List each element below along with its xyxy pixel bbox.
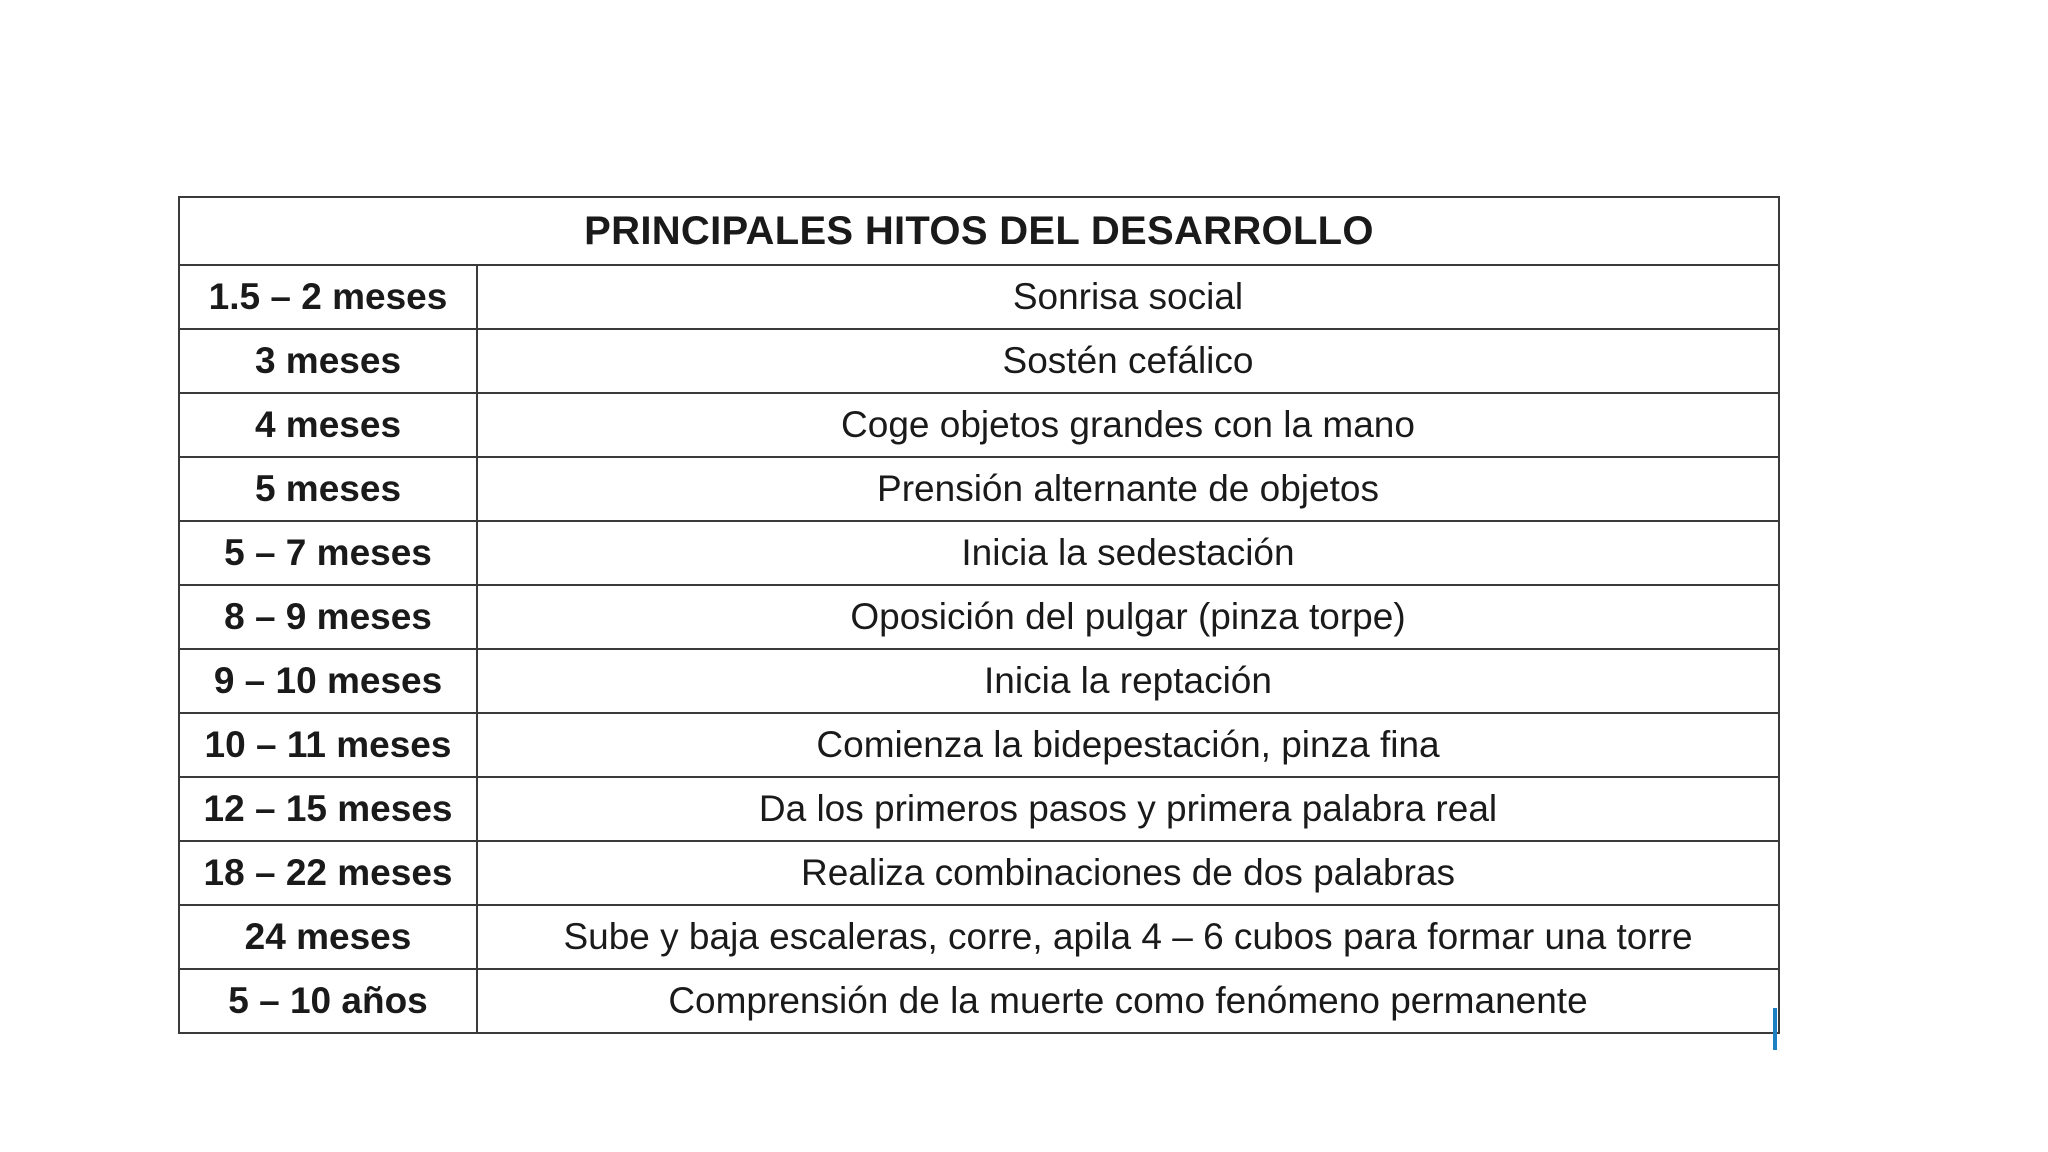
age-cell: 24 meses bbox=[179, 905, 477, 969]
age-cell: 18 – 22 meses bbox=[179, 841, 477, 905]
age-cell: 5 – 7 meses bbox=[179, 521, 477, 585]
table-row bbox=[179, 969, 1779, 1033]
milestone-cell: Da los primeros pasos y primera palabra real bbox=[477, 777, 1779, 841]
age-cell: 5 meses bbox=[179, 457, 477, 521]
milestone-cell: Sube y baja escaleras, corre, apila 4 – 6 cubos para formar una torre bbox=[477, 905, 1779, 969]
milestone-cell: Sostén cefálico bbox=[477, 329, 1779, 393]
milestone-cell: Comienza la bidepestación, pinza fina bbox=[477, 713, 1779, 777]
milestone-cell: Inicia la reptación bbox=[477, 649, 1779, 713]
age-cell: 1.5 – 2 meses bbox=[179, 265, 477, 329]
table-row bbox=[179, 713, 1779, 777]
age-cell: 5 – 10 años bbox=[179, 969, 477, 1033]
table-row bbox=[179, 585, 1779, 649]
table-header-row bbox=[179, 197, 1779, 265]
table-row bbox=[179, 777, 1779, 841]
milestone-cell: Sonrisa social bbox=[477, 265, 1779, 329]
milestone-cell: Coge objetos grandes con la mano bbox=[477, 393, 1779, 457]
table-row bbox=[179, 393, 1779, 457]
age-cell: 10 – 11 meses bbox=[179, 713, 477, 777]
milestone-cell: Prensión alternante de objetos bbox=[477, 457, 1779, 521]
table-row bbox=[179, 329, 1779, 393]
table-row bbox=[179, 521, 1779, 585]
table-row bbox=[179, 841, 1779, 905]
table-row bbox=[179, 905, 1779, 969]
age-cell: 9 – 10 meses bbox=[179, 649, 477, 713]
age-cell: 4 meses bbox=[179, 393, 477, 457]
table-row bbox=[179, 649, 1779, 713]
milestone-cell: Comprensión de la muerte como fenómeno permanente bbox=[477, 969, 1779, 1033]
age-cell: 8 – 9 meses bbox=[179, 585, 477, 649]
milestones-table bbox=[178, 196, 1780, 1034]
table-row bbox=[179, 265, 1779, 329]
milestones-table-container bbox=[178, 196, 1778, 1034]
table-title: PRINCIPALES HITOS DEL DESARROLLO bbox=[179, 197, 1779, 265]
blue-edge-mark bbox=[1773, 1008, 1777, 1050]
milestone-cell: Inicia la sedestación bbox=[477, 521, 1779, 585]
age-cell: 12 – 15 meses bbox=[179, 777, 477, 841]
milestone-cell: Realiza combinaciones de dos palabras bbox=[477, 841, 1779, 905]
milestone-cell: Oposición del pulgar (pinza torpe) bbox=[477, 585, 1779, 649]
age-cell: 3 meses bbox=[179, 329, 477, 393]
table-row bbox=[179, 457, 1779, 521]
